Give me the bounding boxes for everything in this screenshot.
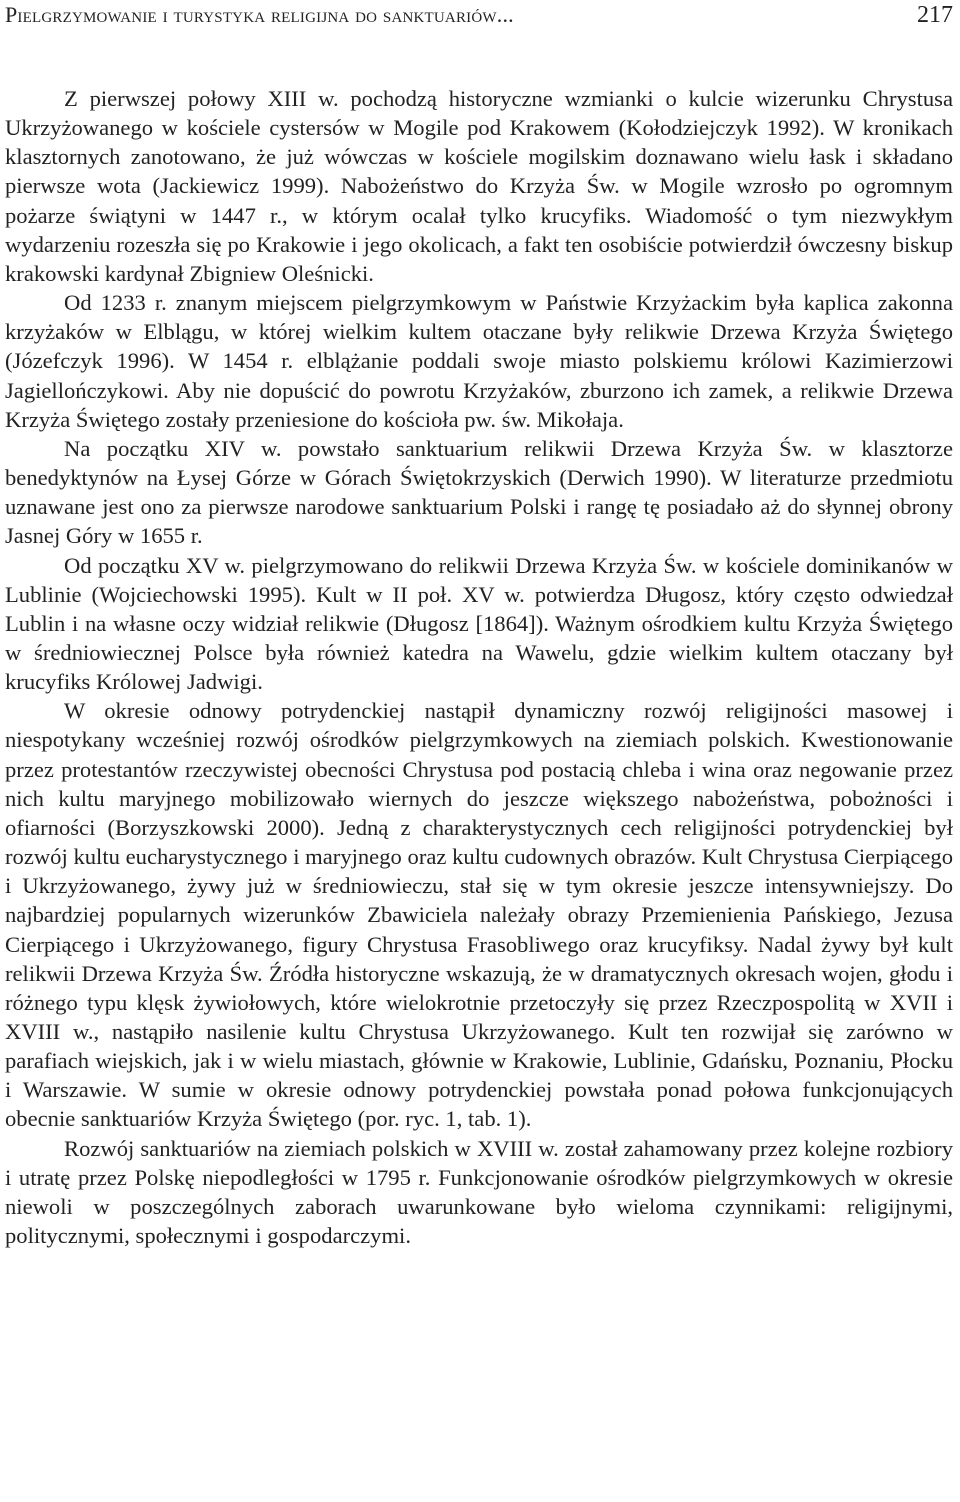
paragraph: Od początku XV w. pielgrzymowano do relikwii Drzewa Krzyża Św. w kościele dominikanów w Lublinie (Wojciechowski 1995). Kult w II poł. XV w. potwierdza Długosz, który często odwiedzał Lublin i na własne oczy widział relikwie (Długosz [1864]). Ważnym ośrodkiem kultu Krzyża Świętego w średniowiecznej Polsce była również katedra na Wawelu, gdzie wielkim kultem otaczany był krucyfiks Królowej Jadwigi.: [5, 552, 953, 695]
paragraph: W okresie odnowy potrydenckiej nastąpił dynamiczny rozwój religijności masowej i niespotykany wcześniej rozwój ośrodków pielgrzymkowych na ziemiach polskich. Kwestionowanie przez protestantów rzeczywistej obecności Chrystusa pod postacią chleba i wina oraz negowanie przez nich kultu maryjnego mobilizowało wiernych do jeszcze większego nabożeństwa, pobożności i ofiarności (Borzyszkowski 2000). Jedną z charakterystycznych cech religijności potrydenckiej był rozwój kultu eucharystycznego i maryjnego oraz kultu cudownych obrazów. Kult Chrystusa Cierpiącego i Ukrzyżowanego, żywy już w średniowieczu, stał się w tym okresie jeszcze intensywniejszy. Do najbardziej popularnych wizerunków Zbawiciela należały obrazy Przemienienia Pańskiego, Jezusa Cierpiącego i Ukrzyżowanego, figury Chrystusa Frasobliwego oraz krucyfiksy. Nadal żywy był kult relikwii Drzewa Krzyża Św. Źródła historyczne wskazują, że w dramatycznych okresach wojen, głodu i różnego typu klęsk żywiołowych, które wielokrotnie przetoczyły się przez Rzeczpospolitą w XVII i XVIII w., nastąpiło nasilenie kultu Chrystusa Ukrzyżowanego. Kult ten rozwijał się zarówno w parafiach wiejskich, jak i w wielu miastach, głównie w Krakowie, Lublinie, Gdańsku, Poznaniu, Płocku i Warszawie. W sumie w okresie odnowy potrydenckiej powstała ponad połowa funkcjonujących obecnie sanktuariów Krzyża Świętego (por. ryc. 1, tab. 1).: [5, 698, 953, 1132]
body-text: [5, 84, 953, 1250]
running-header-title: Pielgrzymowanie i turystyka religijna do sanktuariów...: [5, 2, 514, 27]
page-number: 217: [917, 2, 953, 28]
paragraph: Od 1233 r. znanym miejscem pielgrzymkowym w Państwie Krzyżackim była kaplica zakonna krzyżaków w Elblągu, w której wielkim kultem otaczane były relikwie Drzewa Krzyża Świętego (Józefczyk 1996). W 1454 r. elblążanie poddali swoje miasto polskiemu królowi Kazimierzowi Jagiellończykowi. Aby nie dopuścić do powrotu Krzyżaków, zburzono ich zamek, a relikwie Drzewa Krzyża Świętego zostały przeniesione do kościoła pw. św. Mikołaja.: [5, 290, 953, 432]
paragraph: Z pierwszej połowy XIII w. pochodzą historyczne wzmianki o kulcie wizerunku Chrystusa Ukrzyżowanego w kościele cystersów w Mogile pod Krakowem (Kołodziejczyk 1992). W kronikach klasztornych zanotowano, że już wówczas w kościele mogilskim doznawano wielu łask i składano pierwsze wota (Jackiewicz 1999). Nabożeństwo do Krzyża Św. w Mogile wzrosło po ogromnym pożarze świątyni w 1447 r., w którym ocalał tylko krucyfiks. Wiadomość o tym niezwykłym wydarzeniu rozeszła się po Krakowie i jego okolicach, a fakt ten osobiście potwierdził ówczesny biskup krakowski kardynał Zbigniew Oleśnicki.: [5, 86, 953, 286]
paragraph: Rozwój sanktuariów na ziemiach polskich w XVIII w. został zahamowany przez kolejne rozbiory i utratę przez Polskę niepodległości w 1795 r. Funkcjonowanie ośrodków pielgrzymkowych w okresie niewoli w poszczególnych zaborach uwarunkowane było wieloma czynnikami: religijnymi, politycznymi, społecznymi i gospodarczymi.: [5, 1135, 953, 1249]
paragraph: Na początku XIV w. powstało sanktuarium relikwii Drzewa Krzyża Św. w klasztorze benedyktynów na Łysej Górze w Górach Świętokrzyskich (Derwich 1990). W literaturze przedmiotu uznawane jest ono za pierwsze narodowe sanktuarium Polski i rangę tę posiadało aż do słynnej obrony Jasnej Góry w 1655 r.: [5, 435, 953, 549]
running-header: [5, 2, 953, 32]
